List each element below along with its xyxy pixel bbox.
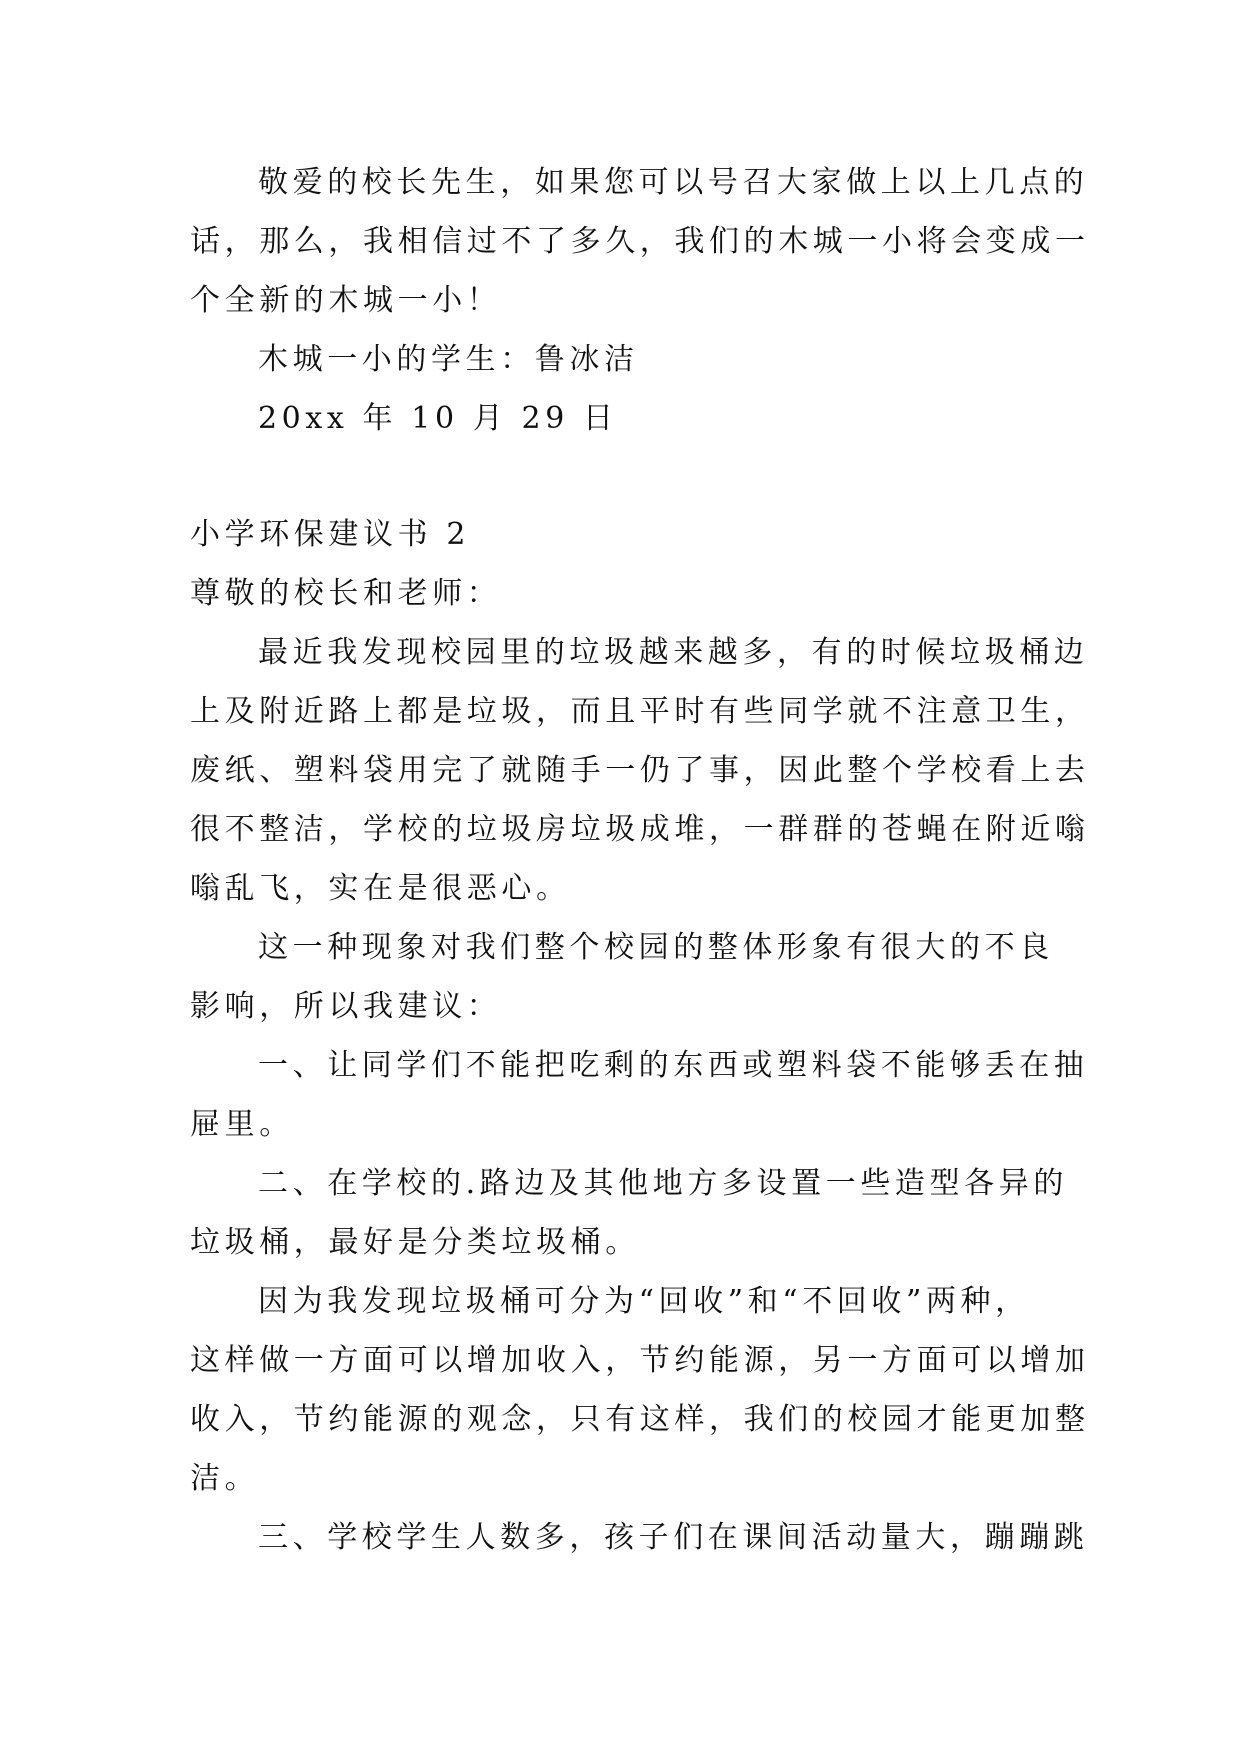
paragraph-line: 这一种现象对我们整个校园的整体形象有很大的不良 [258,930,1054,965]
paragraph-line: 最近我发现校园里的垃圾越来越多，有的时候垃圾桶边 [258,635,1089,670]
signature: 木城一小的学生：鲁冰洁 [258,342,639,377]
paragraph-line: 收入，节约能源的观念，只有这样，我们的校园才能更加整 [190,1402,1090,1437]
closing-line: 敬爱的校长先生，如果您可以号召大家做上以上几点的 [258,165,1089,200]
paragraph-line: 洁。 [190,1461,260,1496]
closing-line: 个全新的木城一小！ [190,283,502,318]
paragraph-line: 一、让同学们不能把吃剩的东西或塑料袋不能够丢在抽 [258,1048,1089,1083]
paragraph-line: 很不整洁，学校的垃圾房垃圾成堆，一群群的苍蝇在附近嗡 [190,812,1090,847]
paragraph-line: 嗡乱飞，实在是很恶心。 [190,871,571,906]
paragraph-line: 屉里。 [190,1107,294,1142]
closing-line: 话，那么，我相信过不了多久，我们的木城一小将会变成一 [190,224,1090,259]
paragraph-line: 因为我发现垃圾桶可分为“回收”和“不回收”两种， [258,1284,1030,1319]
paragraph-line: 二、在学校的.路边及其他地方多设置一些造型各异的 [258,1166,1068,1201]
paragraph-line: 上及附近路上都是垃圾，而且平时有些同学就不注意卫生， [190,694,1090,729]
paragraph-line: 三、学校学生人数多，孩子们在课间活动量大，蹦蹦跳 [258,1520,1089,1555]
letter-title: 小学环保建议书 2 [190,517,471,552]
letter-date: 20xx 年 10 月 29 日 [258,401,618,436]
paragraph-line: 垃圾桶，最好是分类垃圾桶。 [190,1225,640,1260]
paragraph-line: 影响，所以我建议： [190,989,502,1024]
paragraph-line: 废纸、塑料袋用完了就随手一仍了事，因此整个学校看上去 [190,753,1090,788]
salutation: 尊敬的校长和老师： [190,576,502,611]
paragraph-line: 这样做一方面可以增加收入，节约能源，另一方面可以增加 [190,1343,1090,1378]
